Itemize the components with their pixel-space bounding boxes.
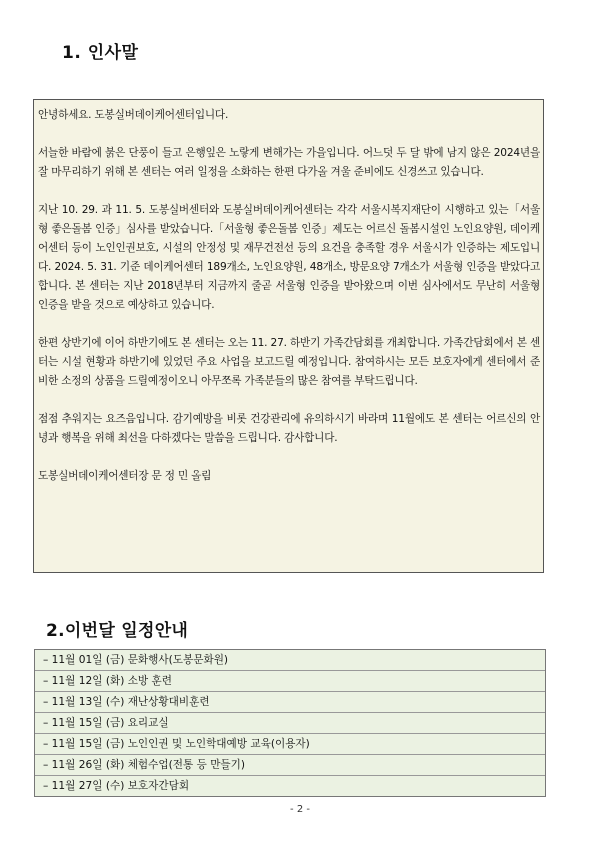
schedule-item: – 11월 13일 (수) 재난상황대비훈련 xyxy=(35,692,545,713)
page-number: - 2 - xyxy=(290,804,310,815)
schedule-item: – 11월 27일 (수) 보호자간담회 xyxy=(43,780,190,792)
schedule-item: – 11월 01일 (금) 문화행사(도봉문화원) xyxy=(35,650,545,671)
schedule-list xyxy=(34,649,546,797)
greeting-paragraph: 한편 상반기에 이어 하반기에도 본 센터는 오는 11. 27. 하반기 가족간담회를 개최합니다. 가족간담회에서 본 센터는 시설 현황과 하반기에 있었던 주요 사업을 보고드릴 예정입니다. 참여하시는 모든 보호자에게 센터에서 준비한 소정의 상품을 드릴예정이오니 아무쪼록 가족분들의 많은 참여를 부탁드립니다. xyxy=(38,337,540,387)
schedule-item: – 11월 15일 (금) 노인인권 및 노인학대예방 교육(이용자) xyxy=(35,734,545,755)
section-greeting-title: 1. 인사말 xyxy=(62,43,139,63)
signature: 도봉실버데이케어센터장 문 정 민 올림 xyxy=(38,470,212,482)
schedule-item: – 11월 12일 (화) 소방 훈련 xyxy=(35,671,545,692)
greeting-paragraph: 지난 10. 29. 과 11. 5. 도봉실버센터와 도봉실버데이케어센터는 각각 서울시복지재단이 시행하고 있는「서울형 좋은돌봄 인증」심사를 받았습니다.「서울형 좋은돌봄 인증」제도는 어르신 돌봄시설인 노인요양원, 데이케어센터 등이 노인인권보호, 시설의 안정성 및 재무건전선 등의 요건을 충족할 경우 서울시가 인증하는 제도입니다. 2024. 5. 31. 기준 데이케어센터 189개소, 노인요양원, 48개소, 방문요양 7개소가 서울형 인증을 받았다고 합니다. 본 센터는 지난 2018년부터 지금까지 줄곧 서울형 인증을 받아왔으며 이번 심사에서도 무난히 서울형 인증을 받을 것으로 예상하고 있습니다. xyxy=(38,204,540,311)
schedule-item: – 11월 15일 (금) 요리교실 xyxy=(35,713,545,734)
greeting-paragraph: 점점 추워지는 요즈음입니다. 감기예방을 비롯 건강관리에 유의하시기 바라며 11월에도 본 센터는 어르신의 안녕과 행복을 위해 최선을 다하겠다는 말씀을 드립니다. 감사합니다. xyxy=(38,413,540,444)
greeting-paragraph: 안녕하세요. 도봉실버데이케어센터입니다. xyxy=(38,109,229,121)
greeting-box xyxy=(33,99,544,573)
greeting-paragraph: 서늘한 바람에 붉은 단풍이 들고 은행잎은 노랗게 변해가는 가을입니다. 어느덧 두 달 밖에 남지 않은 2024년을 잘 마무리하기 위해 본 센터는 여러 일정을 소화하는 한편 다가올 겨울 준비에도 신경쓰고 있습니다. xyxy=(38,147,540,178)
section-schedule-title: 2.이번달 일정안내 xyxy=(46,621,189,641)
schedule-item: – 11월 26일 (화) 체험수업(전통 등 만들기) xyxy=(35,755,545,776)
